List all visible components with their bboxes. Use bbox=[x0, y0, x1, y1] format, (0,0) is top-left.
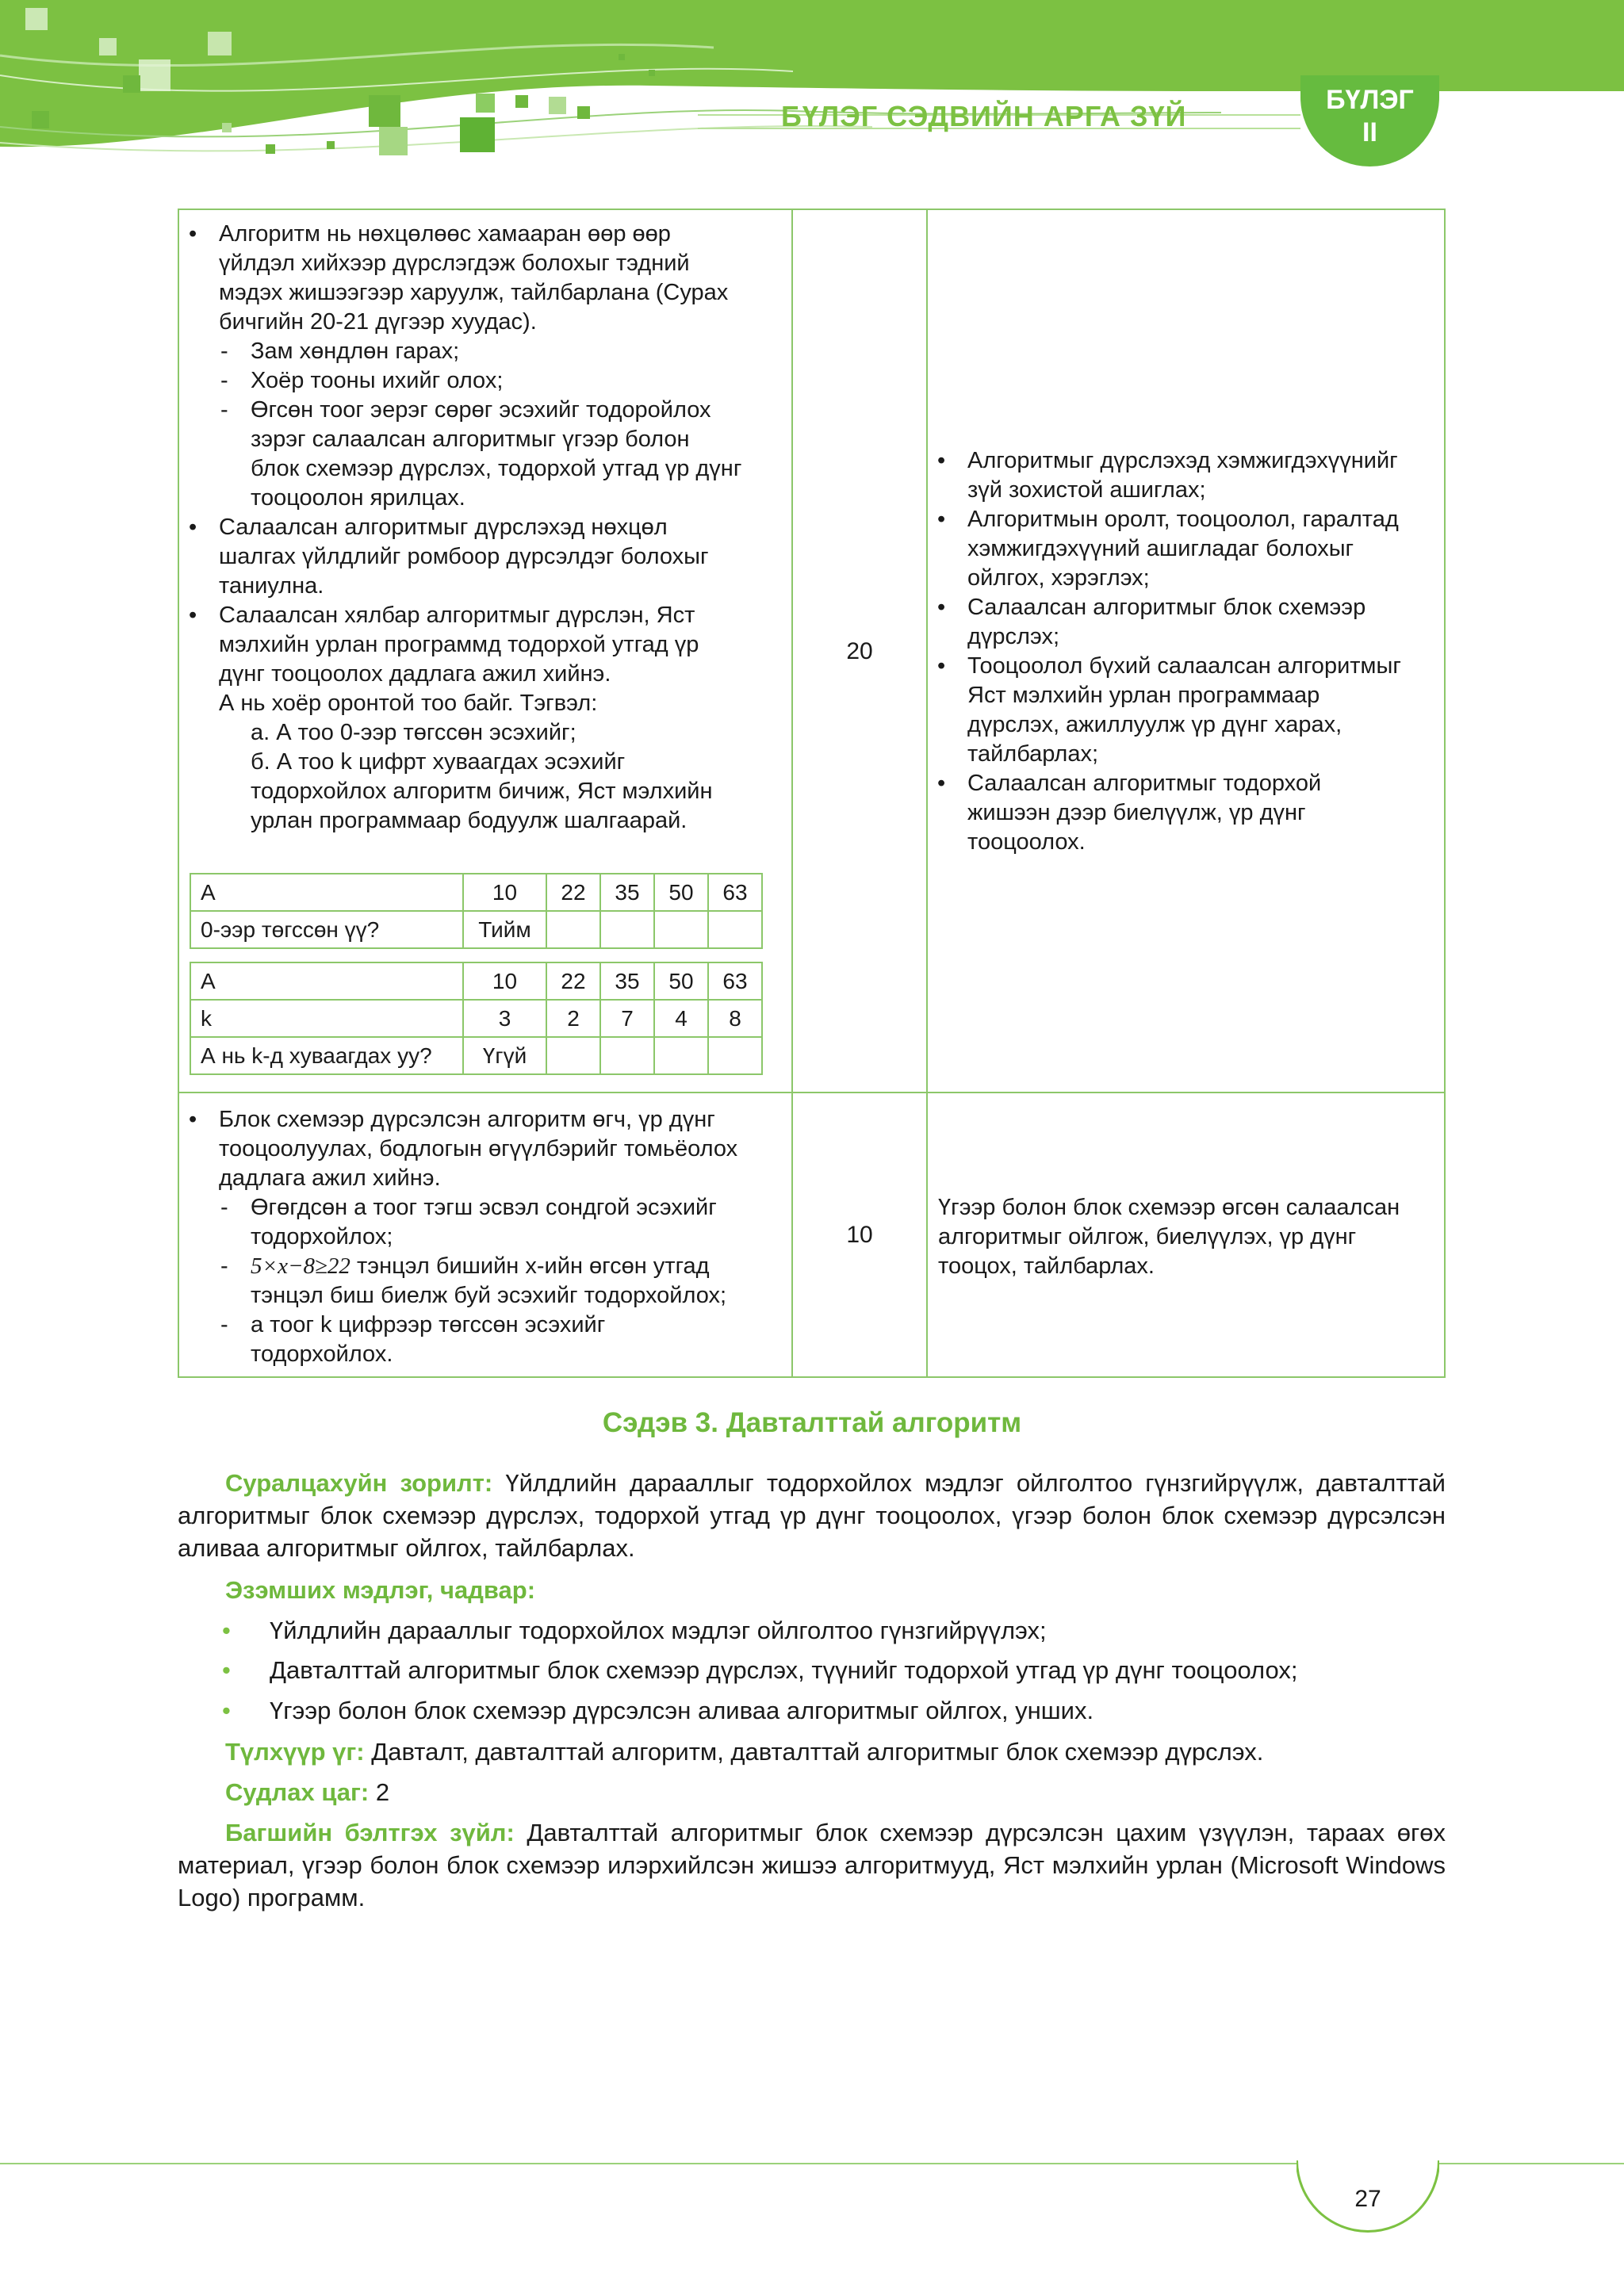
table-cell: k bbox=[190, 1000, 463, 1037]
list-item: • Алгоритм нь нөхцөлөөс хамааран өөр өөр үйлдэл хийхээр дүрслэгдэж болохыг тэдний мэдэх жишээгээр харуулж, тайлбарлана (Сурах бичгийн 20-21 дүгээр хуудас). bbox=[179, 220, 790, 337]
task-intro: А нь хоёр оронтой тоо байг. Тэгвэл: bbox=[219, 691, 598, 716]
page-header bbox=[0, 0, 1624, 190]
table-cell: 4 bbox=[654, 1000, 708, 1037]
table-cell: Үгүй bbox=[463, 1037, 546, 1074]
row1-activities bbox=[179, 220, 790, 836]
list-item: • Салаалсан алгоритмыг блок схемээр дүрслэх; bbox=[928, 593, 1443, 652]
dash-item: - Зам хөндлөн гарах; bbox=[179, 337, 790, 366]
list-item: • Салаалсан алгоритмыг дүрслэхэд нөхцөл шалгах үйлдлийг ромбоор дүрсэлдэг болохыг таниулна. bbox=[179, 513, 790, 601]
chapter-number: II bbox=[1362, 117, 1377, 147]
table-cell bbox=[708, 1037, 762, 1074]
dash-item: - Өгсөн тоог эерэг сөрөг эсэхийг тодоройлох зэрэг салаалсан алгоритмыг үгээр болон блок схемээр дүрслэх, тодорхой утгад үр дүнг тооцоолон ярилцах. bbox=[179, 396, 790, 513]
list-item: • Блок схемээр дүрсэлсэн алгоритм өгч, үр дүнг тооцоолуулах, бодлогын өгүүлбэрийг томьёолох дадлага ажил хийнэ. bbox=[179, 1105, 790, 1193]
list-item: • Тооцоолол бүхий салаалсан алгоритмыг Яст мэлхийн урлан программаар дүрслэх, ажиллуулж үр дүнг харах, тайлбарлах; bbox=[928, 652, 1443, 769]
inequality-formula: 5×x−8≥22 bbox=[251, 1253, 350, 1279]
row2-outcomes: Үгээр болон блок схемээр өгсөн салаалсан алгоритмыг ойлгож, биелүүлэх, үр дүнг тооцох, тайлбарлах. bbox=[938, 1195, 1400, 1279]
row1-hours: 20 bbox=[846, 638, 873, 664]
task-a: а. А тоо 0-ээр төгссөн эсэхийг; bbox=[251, 720, 576, 745]
table-cell: 10 bbox=[463, 874, 546, 911]
prep-paragraph: Багшийн бэлтгэх зүйл: Давталттай алгоритмыг блок схемээр дүрсэлсэн цахим үзүүлэн, тараах өгөх материал, үгээр болон блок схемээр илэрхийлсэн жишээ алгоритмууд, Яст мэлхийн урлан (Microsoft Windows Logo) программ. bbox=[178, 1819, 1446, 1911]
keywords-line: Түлхүүр үг: Давталт, давталттай алгоритм, давталттай алгоритмыг блок схемээр дүрслэх. bbox=[225, 1738, 1264, 1766]
header-section-title: БҮЛЭГ СЭДВИЙН АРГА ЗҮЙ bbox=[781, 100, 1187, 132]
table-cell bbox=[546, 911, 600, 948]
page-number-badge bbox=[1297, 2145, 1439, 2236]
table-cell: 7 bbox=[600, 1000, 654, 1037]
section-title: Сэдэв 3. Давталттай алгоритм bbox=[602, 1407, 1022, 1438]
table-cell: 35 bbox=[600, 874, 654, 911]
table-row bbox=[190, 1037, 762, 1074]
table-cell bbox=[654, 911, 708, 948]
table-cell: 10 bbox=[463, 962, 546, 1000]
skill-item: • Давталттай алгоритмыг блок схемээр дүрслэх, түүнийг тодорхой утгад үр дүнг тооцоолох; bbox=[222, 1656, 1298, 1684]
row2-hours: 10 bbox=[846, 1222, 873, 1248]
table-cell bbox=[600, 1037, 654, 1074]
table-row-divider bbox=[178, 1092, 1446, 1093]
table-cell: 63 bbox=[708, 874, 762, 911]
list-item: • Алгоритмыг дүрслэхэд хэмжигдэхүүнийг зүй зохистой ашиглах; bbox=[928, 446, 1443, 505]
dash-item: - Хоёр тооны ихийг олох; bbox=[179, 366, 790, 396]
table-cell: 8 bbox=[708, 1000, 762, 1037]
table-cell: 3 bbox=[463, 1000, 546, 1037]
skills-heading: Эзэмших мэдлэг, чадвар: bbox=[225, 1576, 536, 1604]
table-row bbox=[190, 874, 762, 911]
hours-line: Судлах цаг: 2 bbox=[225, 1778, 390, 1806]
dash-item: - а тоог k цифрээр төгссөн эсэхийг тодорхойлох. bbox=[179, 1311, 790, 1369]
table-row bbox=[190, 911, 762, 948]
row1-outcomes bbox=[928, 446, 1443, 857]
table-row bbox=[190, 1000, 762, 1037]
task-c: тодорхойлох алгоритм бичиж, Яст мэлхийн bbox=[251, 779, 713, 804]
task-b: б. А тоо k цифрт хуваагдах эсэхийг bbox=[251, 749, 626, 775]
table-divider bbox=[791, 209, 793, 1378]
mini-table-1 bbox=[190, 873, 763, 949]
table-cell bbox=[654, 1037, 708, 1074]
skill-item: • Үйлдлийн дарааллыг тодорхойлох мэдлэг ойлголтоо гүнзгийрүүлэх; bbox=[222, 1617, 1047, 1644]
dash-item: - 5×x−8≥22 тэнцэл бишийн x-ийн өгсөн утгад тэнцэл биш биелж буй эсэхийг тодорхойлох; bbox=[179, 1252, 790, 1311]
table-cell: А bbox=[190, 874, 463, 911]
chapter-label: БҮЛЭГ bbox=[1326, 85, 1414, 115]
table-cell: А нь k-д хуваагдах уу? bbox=[190, 1037, 463, 1074]
dash-item: - Өгөгдсөн а тоог тэгш эсвэл сондгой эсэхийг тодорхойлох; bbox=[179, 1193, 790, 1252]
table-row bbox=[190, 962, 762, 1000]
mini-table-2 bbox=[190, 962, 763, 1075]
table-cell: 0-ээр төгссөн үү? bbox=[190, 911, 463, 948]
table-cell: 50 bbox=[654, 874, 708, 911]
table-cell: 63 bbox=[708, 962, 762, 1000]
table-cell: 50 bbox=[654, 962, 708, 1000]
list-item: • Алгоритмын оролт, тооцоолол, гаралтад хэмжигдэхүүний ашигладаг болохыг ойлгох, хэрэглэх; bbox=[928, 505, 1443, 593]
list-item: • Салаалсан хялбар алгоритмыг дүрслэн, Яст мэлхийн урлан программд тодорхой утгад үр дүнг тооцоолох дадлага ажил хийнэ. bbox=[179, 601, 790, 689]
table-cell bbox=[600, 911, 654, 948]
goal-paragraph: Суралцахуйн зорилт: Үйлдлийн дарааллыг тодорхойлох мэдлэг ойлголтоо гүнзгийрүүлж, давталттай алгоритмыг блок схемээр дүрслэх, тодорхой утгад үр дүнг тооцоолох, үгээр болон блок схемээр дүрсэлсэн аливаа алгоритмыг ойлгох, тайлбарлах. bbox=[178, 1469, 1446, 1562]
table-cell bbox=[708, 911, 762, 948]
page-number: 27 bbox=[1354, 2186, 1381, 2212]
table-cell: 2 bbox=[546, 1000, 600, 1037]
table-cell: 35 bbox=[600, 962, 654, 1000]
table-cell: Тийм bbox=[463, 911, 546, 948]
task-d: урлан программаар бодуулж шалгаарай. bbox=[251, 808, 688, 833]
skill-item: • Үгээр болон блок схемээр дүрсэлсэн аливаа алгоритмыг ойлгох, унших. bbox=[222, 1697, 1094, 1724]
table-cell: 22 bbox=[546, 962, 600, 1000]
table-cell: А bbox=[190, 962, 463, 1000]
table-cell bbox=[546, 1037, 600, 1074]
table-cell: 22 bbox=[546, 874, 600, 911]
list-item: • Салаалсан алгоритмыг тодорхой жишээн дээр биелүүлж, үр дүнг тооцоолох. bbox=[928, 769, 1443, 857]
row2-activities bbox=[179, 1105, 790, 1369]
